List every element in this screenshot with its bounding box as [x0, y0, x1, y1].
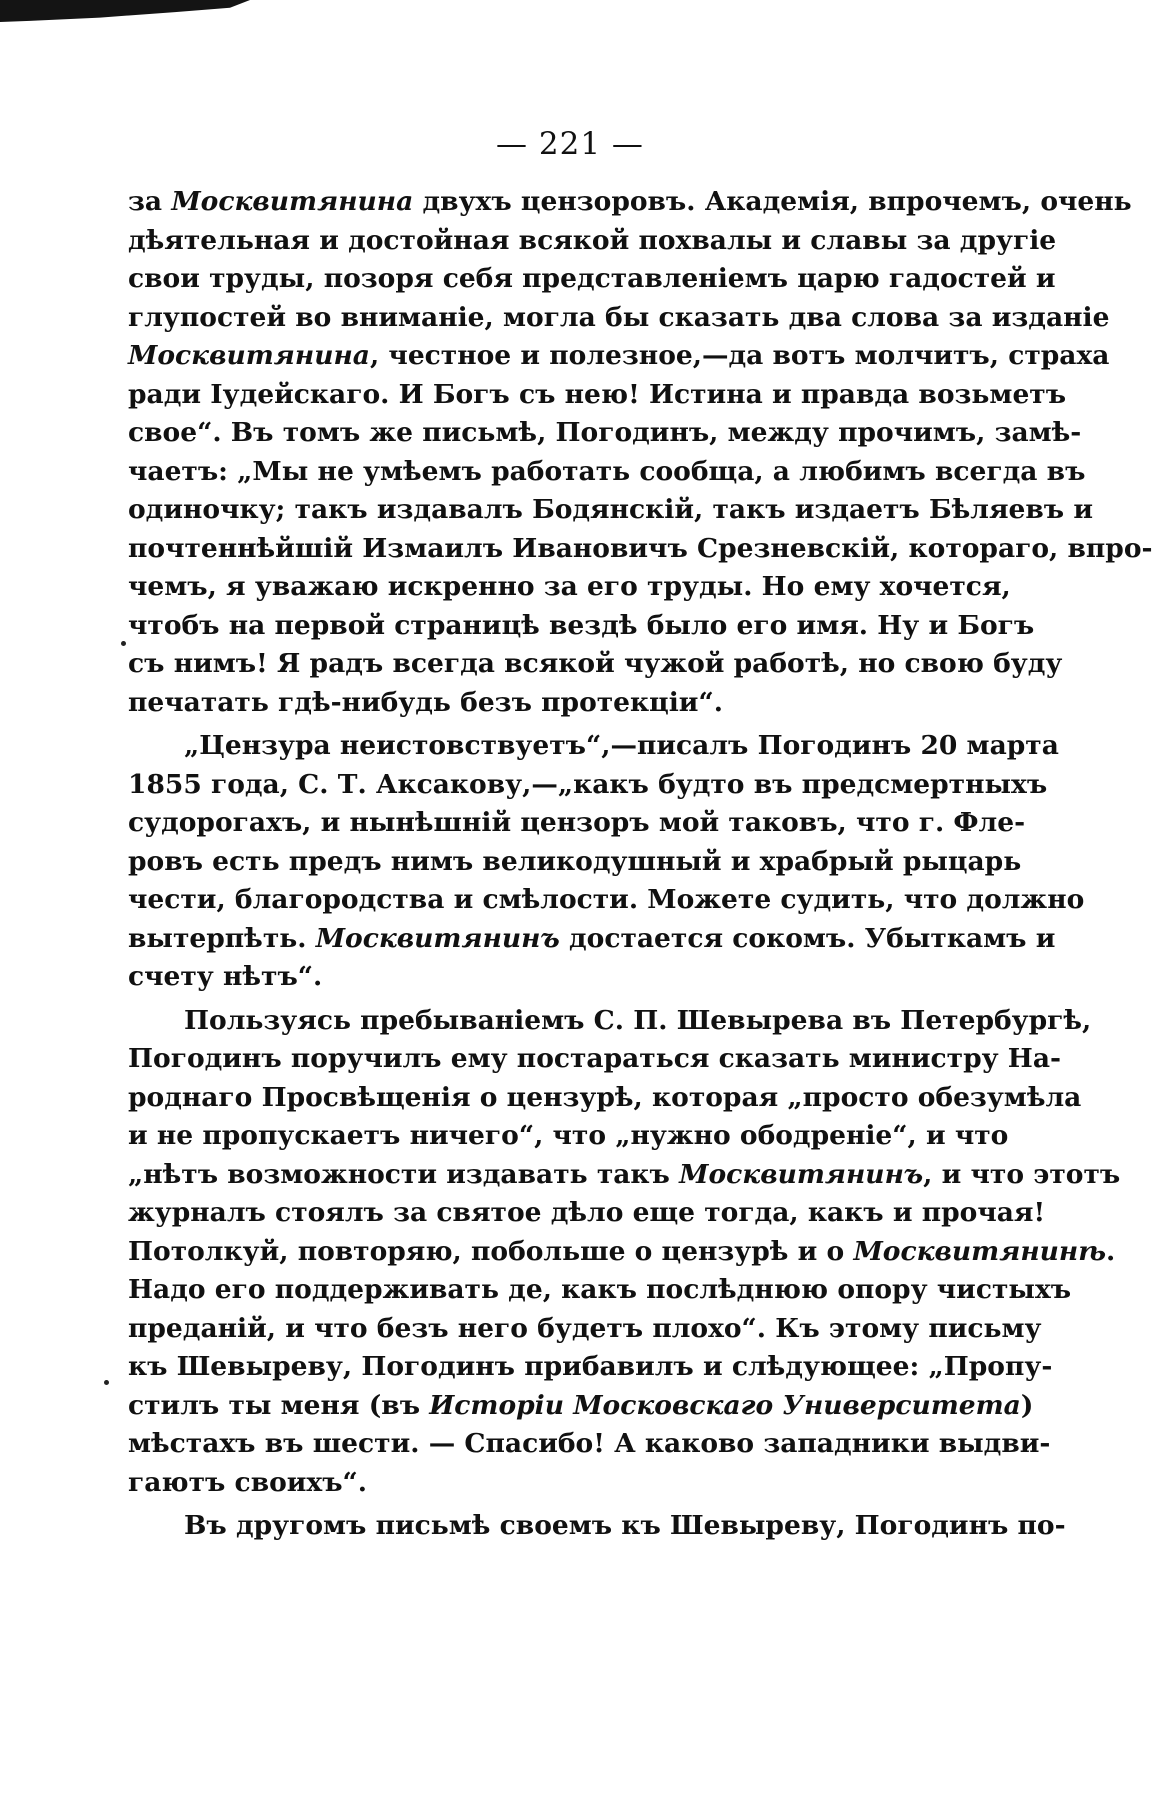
- italic-title: Москвитянинъ: [315, 922, 560, 954]
- text-line: [128, 299, 1110, 338]
- text-line: [128, 804, 1026, 843]
- text-segment: судорогахъ, и нынѣшній цензоръ мой таковъ, что г. Фле-: [128, 807, 1026, 838]
- text-segment: и не пропускаетъ ничего“, что „нужно ободреніе“, и что: [128, 1120, 1009, 1151]
- text-segment: вытерпѣть.: [128, 922, 316, 954]
- text-line: [128, 1233, 1116, 1272]
- text-line: [128, 1156, 1121, 1195]
- text-line: [128, 727, 1059, 766]
- text-segment: Въ другомъ письмѣ своемъ къ Шевыреву, Погодинъ по-: [184, 1510, 1066, 1541]
- text-line: [128, 376, 1067, 415]
- text-line: [128, 1117, 1009, 1156]
- scan-edge-mark: [0, 0, 250, 22]
- text-line: [128, 260, 1056, 299]
- text-line: [128, 645, 1063, 684]
- italic-title: Москвитянина: [171, 186, 414, 217]
- text-line: [128, 1464, 964, 1503]
- text-line: [128, 1002, 1092, 1041]
- text-line: [128, 183, 1132, 222]
- text-line: [128, 881, 1085, 920]
- text-segment: ради Іудейскаго. И Богъ съ нею! Истина и правда возьметъ: [128, 378, 1067, 410]
- text-line: [128, 1507, 1066, 1546]
- text-segment: чтобъ на первой страницѣ вездѣ было его имя. Ну и Богъ: [128, 609, 1035, 641]
- text-line: [128, 1387, 1034, 1426]
- text-line: [128, 1348, 1053, 1387]
- text-line: [128, 1271, 1072, 1310]
- text-segment: чести, благородства и смѣлости. Можете судить, что должно: [128, 884, 1085, 915]
- text-segment: гаютъ своихъ“.: [128, 1466, 368, 1498]
- text-segment: стилъ ты меня (въ: [128, 1389, 430, 1421]
- text-line: [128, 453, 1086, 492]
- text-line: [128, 1425, 1051, 1464]
- italic-title: Исторіи Московскаго Университета: [429, 1389, 1021, 1421]
- text-segment: почтеннѣйшій Измаилъ Ивановичъ Срезневскій, котораго, впро-: [128, 532, 1153, 564]
- text-segment: журналъ стоялъ за святое дѣло еще тогда, какъ и прочая!: [128, 1197, 1046, 1228]
- text-line: [128, 1079, 1082, 1118]
- text-segment: преданій, и что безъ него будетъ плохо“. Къ этому письму: [128, 1312, 1042, 1344]
- text-line: [128, 491, 1094, 530]
- text-line: [128, 1310, 1042, 1349]
- text-segment: одиночку; такъ издавалъ Бодянскій, такъ издаетъ Бѣляевъ и: [128, 494, 1094, 525]
- text-segment: Надо его поддерживать де, какъ послѣднюю опору чистыхъ: [128, 1274, 1072, 1305]
- text-segment: „нѣтъ возможности издавать такъ: [128, 1158, 680, 1190]
- italic-title: Москвитянинѣ: [853, 1235, 1107, 1267]
- text-line: [128, 414, 1082, 453]
- text-segment: ): [1020, 1389, 1034, 1421]
- text-line: [128, 607, 1035, 646]
- text-segment: счету нѣтъ“.: [128, 961, 323, 992]
- text-segment: , честное и полезное,—да вотъ молчитъ, страха: [369, 340, 1110, 371]
- text-line: [128, 337, 1110, 376]
- body-text: [128, 183, 1153, 1546]
- text-segment: ровъ есть предъ нимъ великодушный и храбрый рыцарь: [128, 845, 1022, 877]
- text-segment: глупостей во вниманіе, могла бы сказать два слова за изданіе: [128, 301, 1110, 333]
- text-segment: „Цензура неистовствуетъ“,—писалъ Погодинъ 20 марта: [184, 730, 1059, 761]
- text-segment: чемъ, я уважаю искренно за его труды. Но ему хочется,: [128, 571, 1011, 602]
- text-segment: свои труды, позоря себя представленіемъ царю гадостей и: [128, 263, 1056, 294]
- text-segment: дѣятельная и достойная всякой похвалы и славы за другіе: [128, 224, 1057, 256]
- text-segment: Погодинъ поручилъ ему постараться сказать министру На-: [128, 1043, 1062, 1074]
- text-line: [128, 843, 1022, 882]
- text-segment: съ нимъ! Я радъ всегда всякой чужой работѣ, но свою буду: [128, 648, 1063, 679]
- text-segment: печатать гдѣ-нибудь безъ протекціи“.: [128, 686, 723, 718]
- text-line: [128, 222, 1057, 261]
- text-segment: двухъ цензоровъ. Академія, впрочемъ, очень: [413, 186, 1132, 217]
- text-line: [128, 766, 1048, 805]
- italic-title: Москвитянинъ: [679, 1158, 924, 1190]
- text-line: [128, 530, 1153, 569]
- text-segment: свое“. Въ томъ же письмѣ, Погодинъ, между прочимъ, замѣ-: [128, 417, 1082, 448]
- text-segment: чаетъ: „Мы не умѣемъ работать сообща, а любимъ всегда въ: [128, 455, 1086, 487]
- text-segment: .: [1106, 1235, 1116, 1267]
- text-segment: къ Шевыреву, Погодинъ прибавилъ и слѣдующее: „Пропу-: [128, 1351, 1053, 1382]
- print-speck: [121, 641, 126, 646]
- text-line: [128, 958, 964, 997]
- italic-title: Москвитянина: [128, 340, 370, 371]
- text-segment: Пользуясь пребываніемъ С. П. Шевырева въ Петербургѣ,: [184, 1004, 1092, 1036]
- text-segment: за: [128, 186, 172, 217]
- text-segment: , и что этотъ: [923, 1158, 1121, 1190]
- text-line: [128, 568, 1011, 607]
- text-segment: мѣстахъ въ шести. — Спасибо! А каково западники выдви-: [128, 1428, 1051, 1459]
- print-speck: [104, 1380, 109, 1385]
- page-number: — 221 —: [496, 126, 644, 162]
- text-segment: роднаго Просвѣщенія о цензурѣ, которая „просто обезумѣла: [128, 1081, 1082, 1113]
- text-line: [128, 1040, 1062, 1079]
- text-segment: 1855 года, С. Т. Аксакову,—„какъ будто въ предсмертныхъ: [128, 768, 1048, 800]
- text-segment: достается сокомъ. Убыткамъ и: [559, 922, 1056, 954]
- text-segment: Потолкуй, повторяю, побольше о цензурѣ и о: [128, 1235, 854, 1267]
- text-line: [128, 684, 964, 723]
- text-line: [128, 1194, 1046, 1233]
- text-line: [128, 920, 1056, 959]
